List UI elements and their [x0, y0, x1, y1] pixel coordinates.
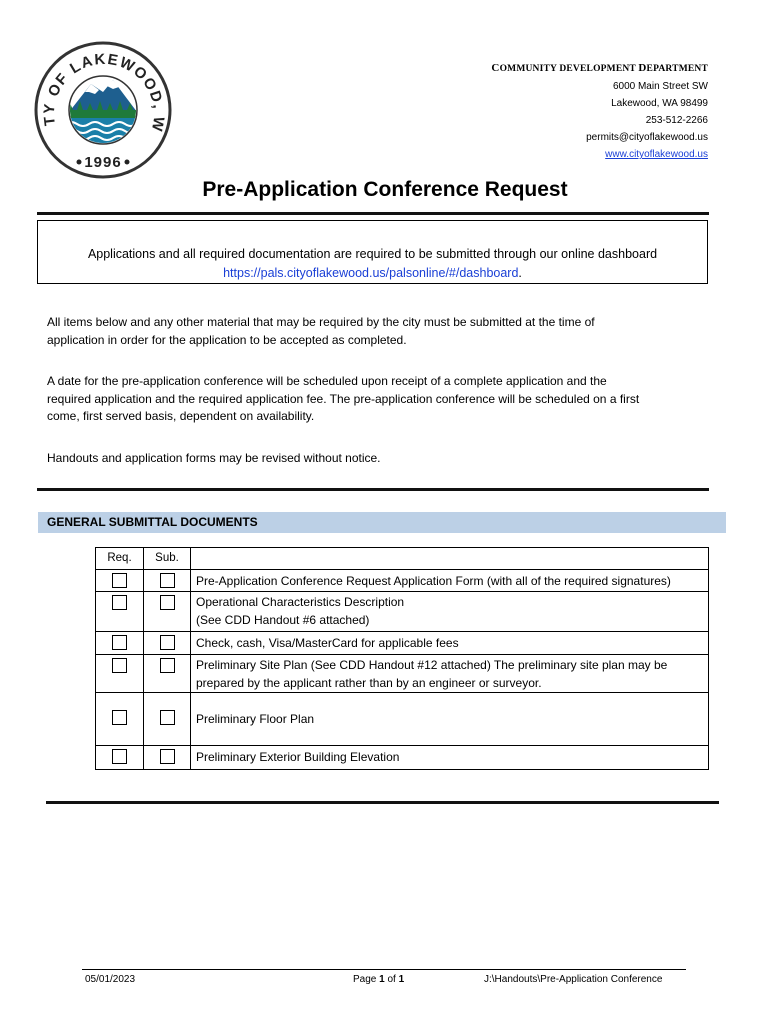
column-header-sub: Sub.: [144, 548, 191, 570]
submission-notice-box: Applications and all required documentation are required to be submitted through our online dashboard https://pals.cityoflakewood.us/palsonline/#/dashboard.: [37, 220, 708, 284]
submitted-checkbox[interactable]: [160, 749, 175, 764]
requirements-paragraph: All items below and any other material that may be required by the city must be submitted at the time of application in order for the application to be accepted as completed.: [47, 315, 595, 347]
dashboard-link[interactable]: https://pals.cityoflakewood.us/palsonline/#/dashboard: [223, 266, 519, 280]
table-row: [96, 592, 709, 632]
revision-notice-paragraph: Handouts and application forms may be revised without notice.: [47, 451, 381, 465]
city-logo: [33, 40, 173, 180]
document-note: (See CDD Handout #6 attached): [196, 613, 370, 627]
submitted-checkbox[interactable]: [160, 573, 175, 588]
submitted-checkbox[interactable]: [160, 710, 175, 725]
document-label: Pre-Application Conference Request Application Form (with all of the required signatures): [196, 574, 671, 588]
footer-file-path: J:\Handouts\Pre-Application Conference: [484, 974, 663, 985]
title-divider: [37, 212, 709, 215]
logo-year-text: 1996: [84, 154, 122, 171]
document-note: prepared by the applicant rather than by an engineer or surveyor.: [196, 676, 542, 690]
table-header-row: [96, 548, 709, 570]
submittal-documents-table: [95, 547, 709, 770]
department-address-block: [491, 60, 708, 163]
email-address: permits@cityoflakewood.us: [586, 132, 708, 143]
submitted-checkbox[interactable]: [160, 595, 175, 610]
submitted-checkbox[interactable]: [160, 658, 175, 673]
table-row: [96, 632, 709, 655]
phone-number: 253-512-2266: [645, 115, 708, 126]
required-checkbox[interactable]: [112, 658, 127, 673]
footer-page-number: Page 1 of 1: [353, 974, 405, 985]
footer-date: 05/01/2023: [85, 974, 136, 985]
website-link[interactable]: www.cityoflakewood.us: [605, 149, 708, 160]
bottom-divider: [46, 801, 719, 804]
column-header-req: Req.: [96, 548, 144, 570]
required-checkbox[interactable]: [112, 595, 127, 610]
department-name: COMMUNITY DEVELOPMENT DEPARTMENT: [491, 62, 708, 74]
table-row: [96, 693, 709, 746]
table-row: [96, 570, 709, 592]
page-title: Pre-Application Conference Request: [202, 178, 568, 201]
section-heading: GENERAL SUBMITTAL DOCUMENTS: [38, 512, 726, 533]
column-header-document: [191, 548, 709, 570]
required-checkbox[interactable]: [112, 573, 127, 588]
document-label: Operational Characteristics Description: [196, 595, 405, 609]
section-divider: [37, 488, 709, 491]
required-checkbox[interactable]: [112, 749, 127, 764]
logo-arc-text: TY OF LAKEWOOD, W: [40, 50, 168, 134]
table-row: [96, 746, 709, 770]
city-address: Lakewood, WA 98499: [611, 98, 708, 109]
document-label: Preliminary Floor Plan: [196, 712, 315, 726]
required-checkbox[interactable]: [112, 635, 127, 650]
footer-divider: [82, 969, 686, 970]
required-checkbox[interactable]: [112, 710, 127, 725]
scheduling-paragraph: A date for the pre-application conference will be scheduled upon receipt of a complete application and the required application and the required application fee. The pre-application conference will be scheduled on a first come, first served basis, dependent on availability.: [47, 374, 640, 423]
street-address: 6000 Main Street SW: [612, 81, 708, 92]
submitted-checkbox[interactable]: [160, 635, 175, 650]
table-row: [96, 655, 709, 693]
document-label: Preliminary Exterior Building Elevation: [196, 750, 400, 764]
document-label: Preliminary Site Plan (See CDD Handout #12 attached) The preliminary site plan may be: [196, 658, 668, 672]
document-label: Check, cash, Visa/MasterCard for applicable fees: [196, 636, 459, 650]
notice-text: Applications and all required documentation are required to be submitted through our online dashboard: [87, 247, 658, 261]
